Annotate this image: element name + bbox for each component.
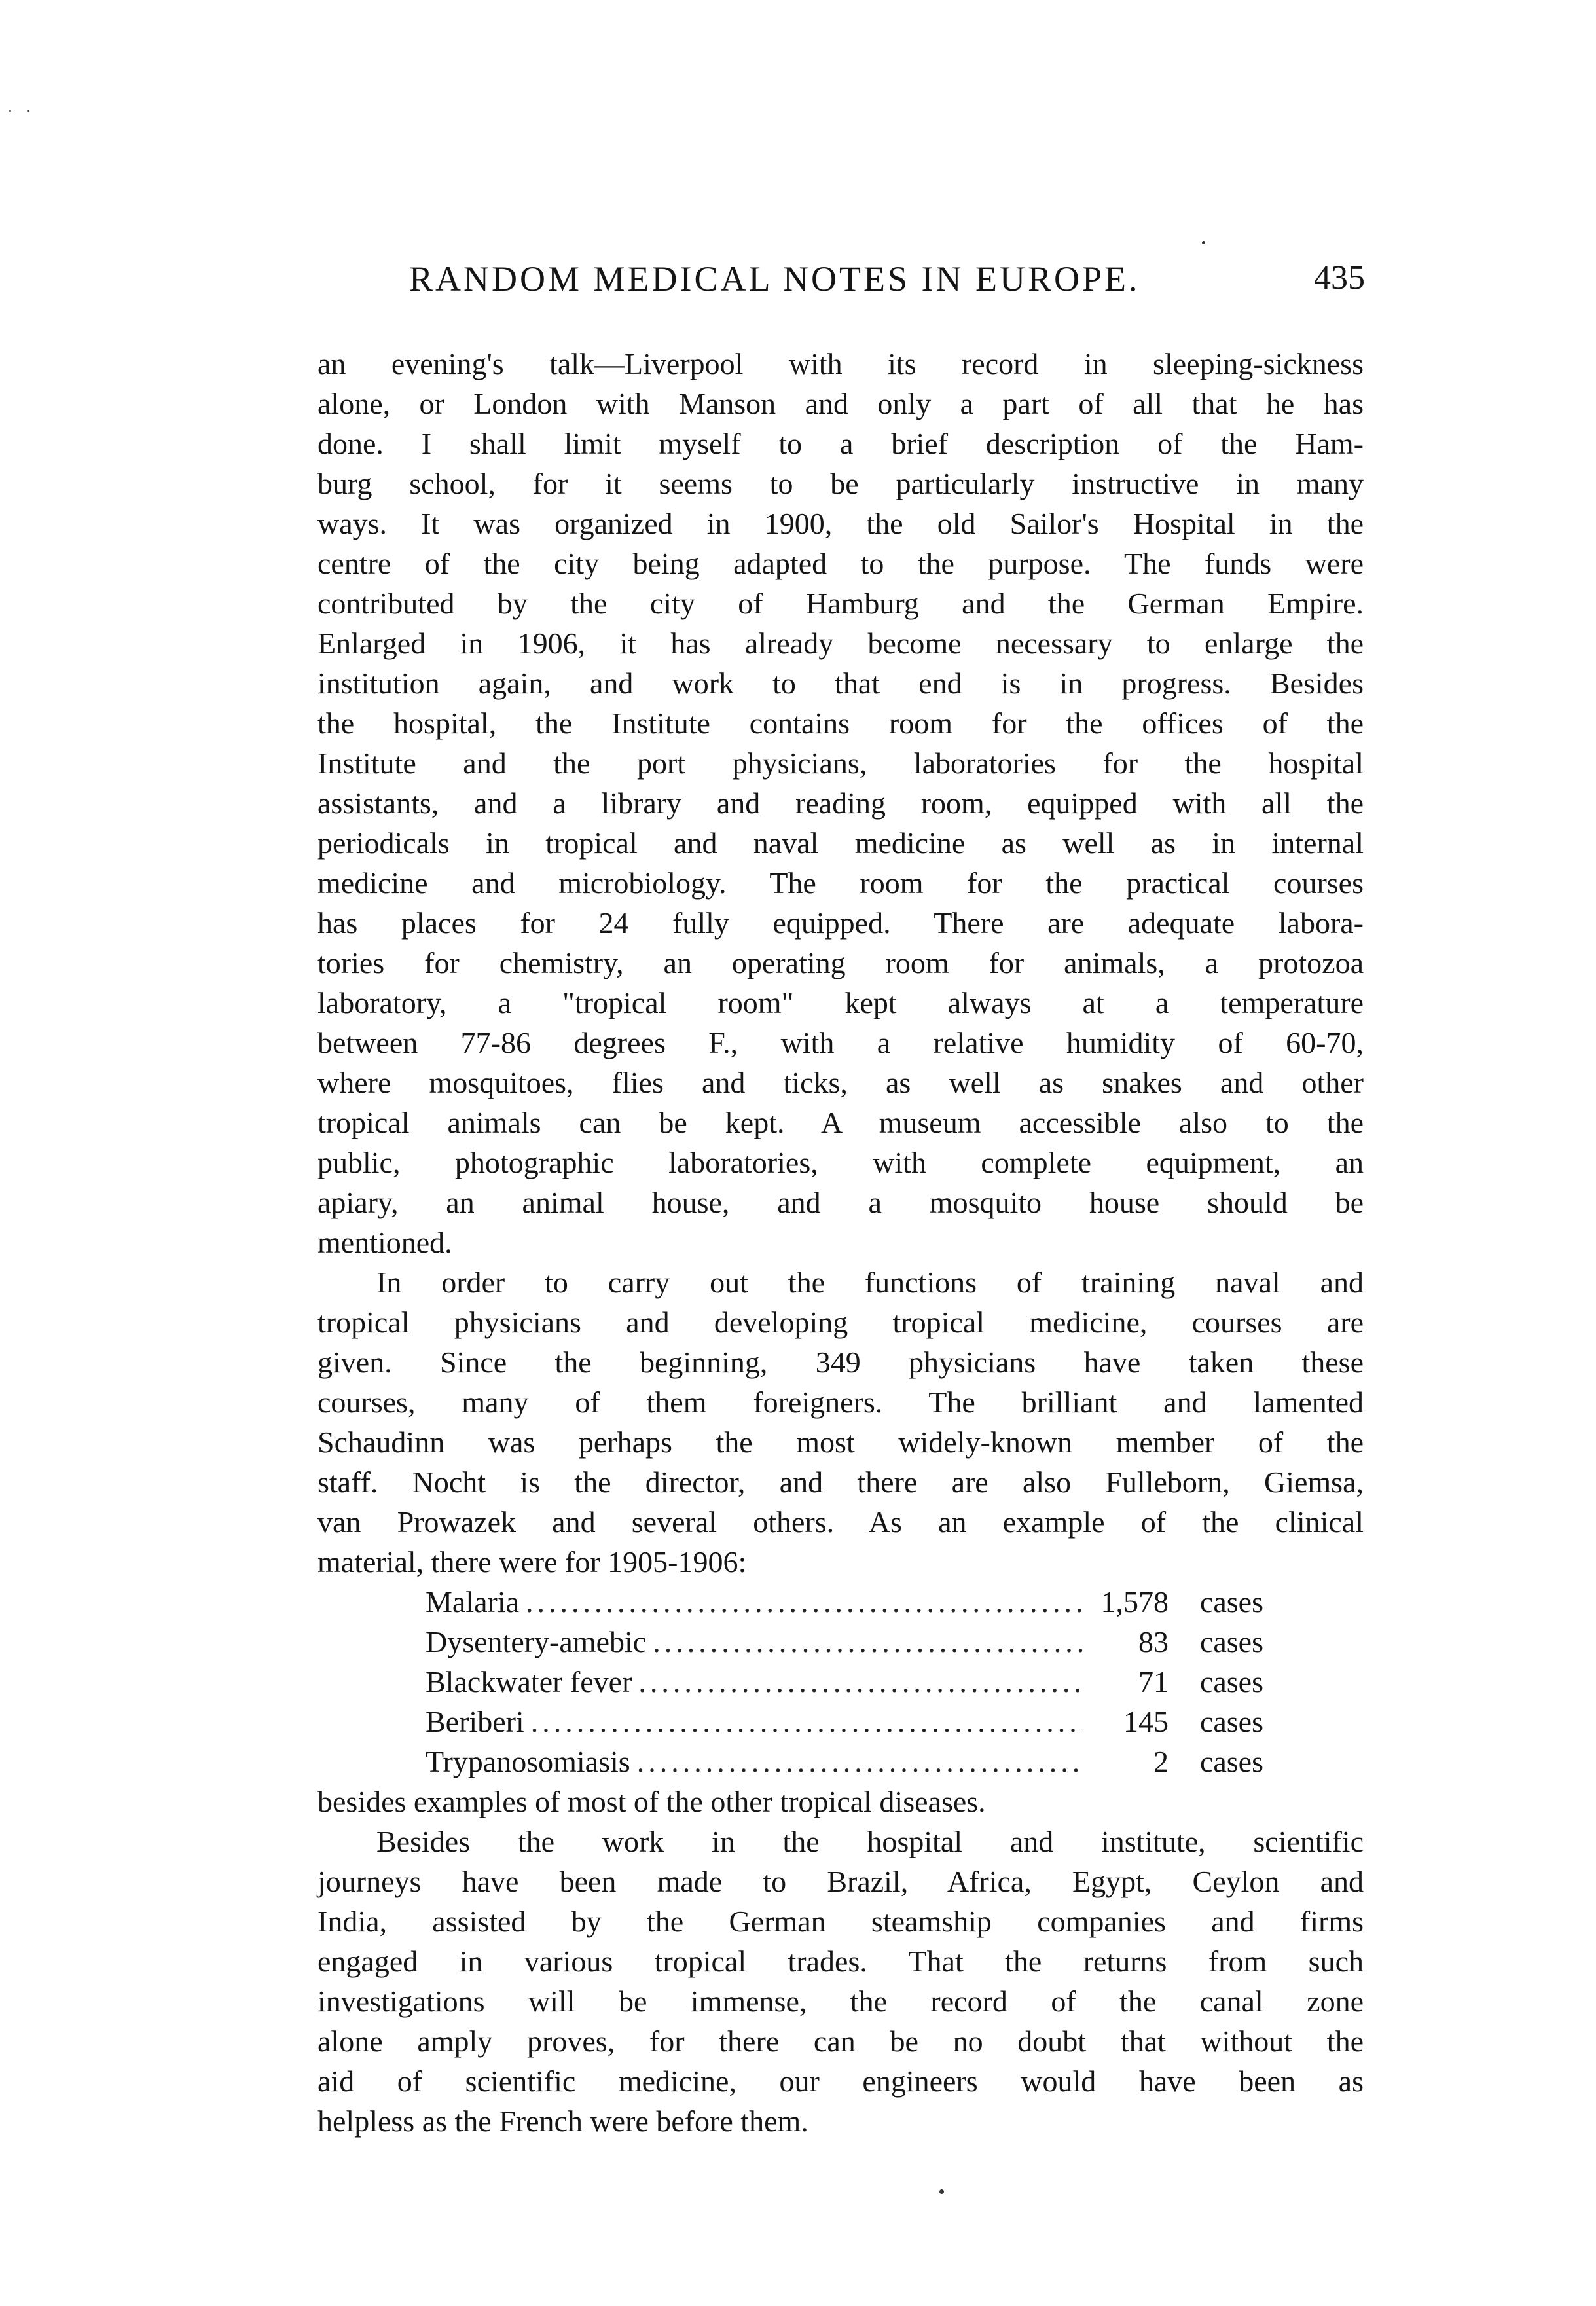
running-header	[317, 259, 1365, 318]
text-line: In order to carry out the functions of training naval and	[376, 1266, 1364, 1299]
text-line: between 77-86 degrees F., with a relative humidity of 60-70,	[317, 1026, 1364, 1059]
table-row	[426, 1582, 1263, 1622]
disease-name: Trypanosomiasis	[426, 1745, 630, 1778]
text-line: ways. It was organized in 1900, the old Sailor's Hospital in the	[317, 507, 1364, 540]
text-line: burg school, for it seems to be particularly instructive in many	[317, 467, 1364, 500]
case-count: 1,578	[1100, 1585, 1169, 1619]
text-line: helpless as the French were before them.	[317, 2104, 808, 2138]
table-row	[426, 1702, 1263, 1742]
text-line: institution again, and work to that end is in progress. Besides	[317, 667, 1364, 700]
text-line: investigations will be immense, the record of the canal zone	[317, 1985, 1364, 2018]
text-line-after-table: besides examples of most of the other tropical diseases.	[317, 1785, 986, 1818]
disease-name: Dysentery-amebic	[426, 1625, 647, 1658]
text-line: staff. Nocht is the director, and there are also Fulleborn, Giemsa,	[317, 1465, 1364, 1499]
scan-speck	[9, 110, 11, 112]
text-line: aid of scientific medicine, our engineers would have been as	[317, 2064, 1364, 2098]
dot-leader	[637, 1742, 1083, 1782]
text-line: Schaudinn was perhaps the most widely-known member of the	[317, 1425, 1364, 1459]
text-line: alone, or London with Manson and only a part of all that he has	[317, 387, 1364, 420]
page-number: 435	[1314, 259, 1365, 297]
text-line: assistants, and a library and reading room, equipped with all the	[317, 786, 1364, 820]
disease-name: Beriberi	[426, 1705, 524, 1738]
table-row	[426, 1622, 1263, 1662]
text-line: periodicals in tropical and naval medicine as well as in internal	[317, 826, 1364, 860]
dot-leader	[531, 1702, 1083, 1742]
text-line: where mosquitoes, flies and ticks, as well as snakes and other	[317, 1066, 1364, 1099]
text-line: Enlarged in 1906, it has already become necessary to enlarge the	[317, 627, 1364, 660]
scan-speck	[1202, 241, 1205, 244]
table-row	[426, 1662, 1263, 1702]
text-line: centre of the city being adapted to the purpose. The funds were	[317, 547, 1364, 580]
text-line: Besides the work in the hospital and institute, scientific	[376, 1825, 1364, 1858]
text-line: alone amply proves, for there can be no doubt that without the	[317, 2024, 1364, 2058]
text-line: engaged in various tropical trades. That the returns from such	[317, 1945, 1364, 1978]
scan-speck	[939, 2189, 944, 2194]
text-line: the hospital, the Institute contains room for the offices of the	[317, 706, 1364, 740]
case-count: 145	[1123, 1705, 1169, 1738]
text-line: done. I shall limit myself to a brief description of the Ham-	[317, 427, 1364, 460]
table-row	[426, 1742, 1263, 1782]
disease-name: Malaria	[426, 1585, 520, 1619]
case-unit: cases	[1199, 1585, 1263, 1619]
text-line: has places for 24 fully equipped. There are adequate labora-	[317, 906, 1364, 940]
page-body	[317, 344, 1364, 2141]
paragraph-1	[317, 344, 1364, 1262]
cases-table	[426, 1582, 1263, 1782]
text-line: given. Since the beginning, 349 physicians have taken these	[317, 1345, 1364, 1379]
text-line: Institute and the port physicians, laboratories for the hospital	[317, 746, 1364, 780]
text-line: medicine and microbiology. The room for the practical courses	[317, 866, 1364, 900]
text-line: tropical animals can be kept. A museum accessible also to the	[317, 1106, 1364, 1139]
dot-leader	[653, 1622, 1083, 1662]
case-count: 83	[1138, 1625, 1169, 1658]
dot-leader	[526, 1582, 1083, 1622]
text-line: tropical physicians and developing tropical medicine, courses are	[317, 1306, 1364, 1339]
case-unit: cases	[1199, 1625, 1263, 1658]
text-line: public, photographic laboratories, with complete equipment, an	[317, 1146, 1364, 1179]
text-line: apiary, an animal house, and a mosquito house should be	[317, 1186, 1364, 1219]
text-line: courses, many of them foreigners. The brilliant and lamented	[317, 1385, 1364, 1419]
running-title: RANDOM MEDICAL NOTES IN EUROPE.	[409, 259, 1140, 299]
text-line: material, there were for 1905-1906:	[317, 1545, 747, 1579]
text-line: laboratory, a "tropical room" kept always at a temperature	[317, 986, 1364, 1019]
case-unit: cases	[1199, 1745, 1263, 1778]
case-unit: cases	[1199, 1705, 1263, 1738]
scan-speck	[27, 110, 29, 112]
case-count: 71	[1138, 1665, 1169, 1698]
case-count: 2	[1153, 1745, 1169, 1778]
paragraph-2	[317, 1262, 1364, 1582]
dot-leader	[638, 1662, 1083, 1702]
text-line: India, assisted by the German steamship companies and firms	[317, 1905, 1364, 1938]
paragraph-3	[317, 1821, 1364, 2141]
text-line: an evening's talk—Liverpool with its record in sleeping-sickness	[317, 347, 1364, 380]
case-unit: cases	[1199, 1665, 1263, 1698]
text-line: mentioned.	[317, 1226, 452, 1259]
text-line: journeys have been made to Brazil, Africa, Egypt, Ceylon and	[317, 1865, 1364, 1898]
text-line: van Prowazek and several others. As an example of the clinical	[317, 1505, 1364, 1539]
text-line: tories for chemistry, an operating room for animals, a protozoa	[317, 946, 1364, 979]
disease-name: Blackwater fever	[426, 1665, 632, 1698]
text-line: contributed by the city of Hamburg and the German Empire.	[317, 587, 1364, 620]
